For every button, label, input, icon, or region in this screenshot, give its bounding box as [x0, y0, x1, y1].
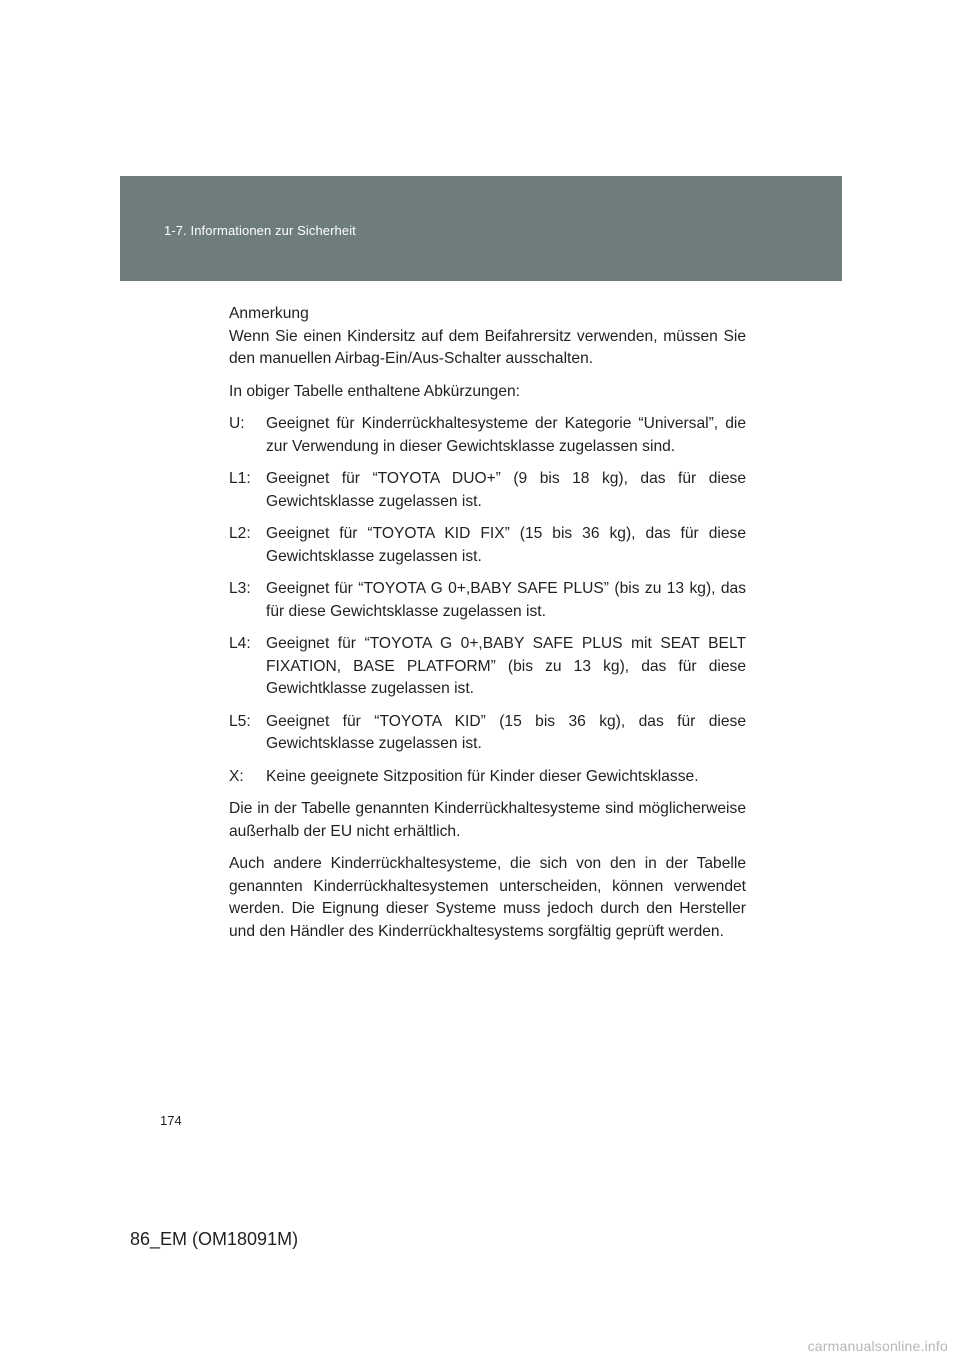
section-header-band: [120, 176, 842, 281]
abbreviations-intro: In obiger Tabelle enthaltene Abkürzungen:: [229, 382, 521, 400]
availability-note: Die in der Tabelle genannten Kinderrückhaltesysteme sind möglicherweise außerhalb der EU nicht erhältlich.: [229, 800, 746, 840]
note-label: Anmerkung: [229, 305, 309, 322]
abbreviation-text: Geeignet für “TOYOTA KID FIX” (15 bis 36 kg), das für diese Gewichtsklasse zugelassen ist.: [266, 525, 746, 565]
abbreviation-text: Geeignet für “TOYOTA G 0+,BABY SAFE PLUS” (bis zu 13 kg), das für diese Gewichtsklasse zugelassen ist.: [266, 580, 746, 620]
abbreviation-key: L5:: [229, 712, 251, 730]
document-code: 86_EM (OM18091M): [130, 1229, 299, 1249]
abbreviation-text: Geeignet für “TOYOTA DUO+” (9 bis 18 kg), das für diese Gewichtsklasse zugelassen ist.: [266, 470, 746, 510]
abbreviation-key: X:: [229, 767, 244, 785]
section-title: 1-7. Informationen zur Sicherheit: [164, 223, 356, 238]
page-number: 174: [160, 1113, 182, 1128]
list-item: [229, 766, 746, 789]
abbreviation-text: Geeignet für “TOYOTA G 0+,BABY SAFE PLUS mit SEAT BELT FIXATION, BASE PLATFORM” (bis zu 13 kg), das für diese Gewichtklasse zugelassen ist.: [266, 635, 746, 697]
abbreviations-list: [229, 413, 746, 788]
abbreviation-text: Geeignet für “TOYOTA KID” (15 bis 36 kg), das für diese Gewichtsklasse zugelassen ist.: [266, 712, 746, 752]
list-item: [229, 468, 746, 513]
abbreviation-text: Geeignet für Kinderrückhaltesysteme der Kategorie “Universal”, die zur Verwendung in dieser Gewichtsklasse zugelassen sind.: [266, 415, 746, 455]
abbreviation-key: L2:: [229, 525, 251, 542]
list-item: [229, 578, 746, 623]
abbreviation-key: L1:: [229, 470, 251, 487]
list-item: [229, 413, 746, 458]
page-content: [229, 303, 746, 953]
abbreviation-key: L4:: [229, 635, 251, 652]
abbreviation-key: L3:: [229, 580, 251, 597]
list-item: [229, 711, 746, 756]
other-systems-note: Auch andere Kinderrückhaltesysteme, die sich von den in der Tabelle genannten Kinderrückhaltesystemen unterscheiden, können verwendet werden. Die Eignung dieser Systeme muss jedoch durch den Hersteller und den Händler des Kinderrückhaltesystems sorgfältig geprüft werden.: [229, 855, 746, 940]
note-text: Wenn Sie einen Kindersitz auf dem Beifahrersitz verwenden, müssen Sie den manuellen Airbag-Ein/Aus-Schalter ausschalten.: [229, 327, 746, 367]
list-item: [229, 523, 746, 568]
abbreviation-key: U:: [229, 415, 245, 432]
list-item: [229, 633, 746, 701]
abbreviation-text: Keine geeignete Sitzposition für Kinder dieser Gewichtsklasse.: [266, 767, 699, 785]
watermark: carmanualsonline.info: [807, 1338, 948, 1354]
